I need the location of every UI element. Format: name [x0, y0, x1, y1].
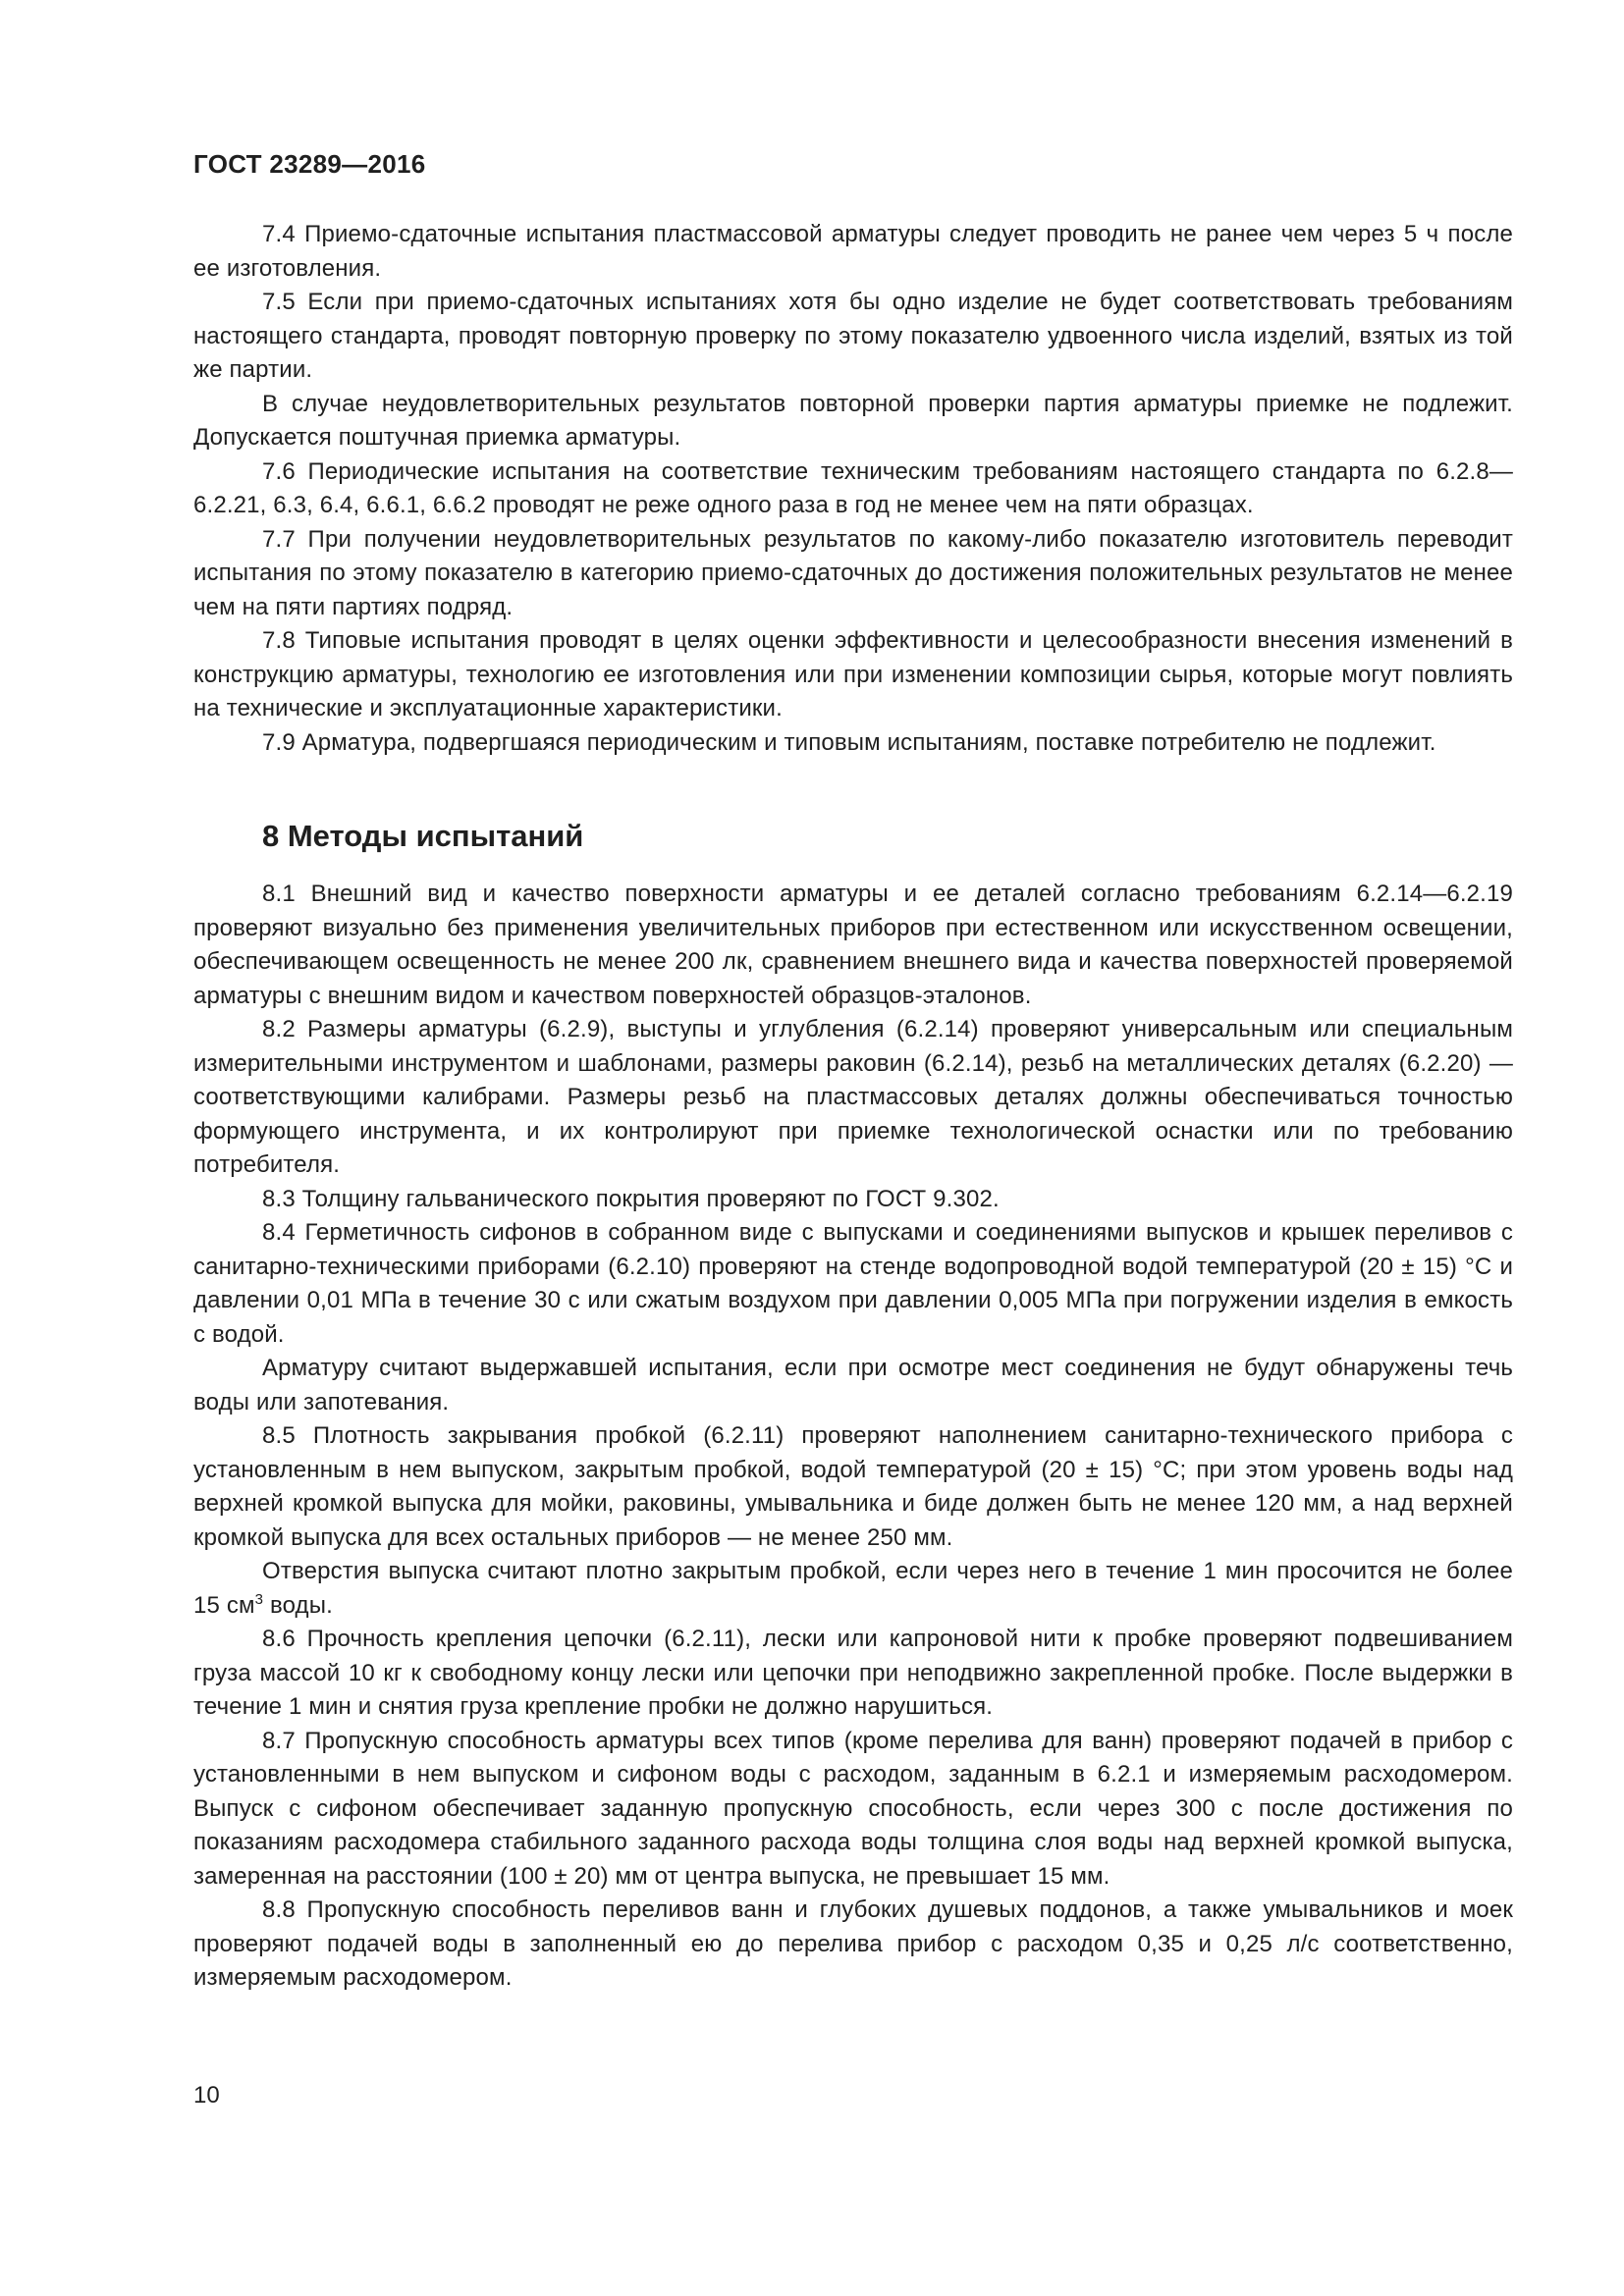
paragraph-8-4: 8.4 Герметичность сифонов в собранном виде с выпусками и соединениями выпусков и крышек переливов с санитарно-техническими приборами (6.2.10) проверяют на стенде водопроводной водой температурой (20 ± 15) °С и давлении 0,01 МПа в течение 30 с или сжатым воздухом при давлении 0,005 МПа при погружении изделия в емкость с водой. — [193, 1219, 1513, 1348]
paragraph-8-8: 8.8 Пропускную способность переливов ванн и глубоких душевых поддонов, а также умывальников и моек проверяют подачей воды в заполненный ею до перелива прибор с расходом 0,35 и 0,25 л/с соответственно, измеряемым расходомером. — [193, 1896, 1513, 1991]
paragraph-8-5-cont — [193, 1555, 1513, 1623]
paragraph-8-7: 8.7 Пропускную способность арматуры всех типов (кроме перелива для ванн) проверяют подачей в прибор с установленными в нем выпуском и сифоном воды с расходом, заданным в 6.2.1 и измеряемым расходомером. Выпуск с сифоном обеспечивает заданную пропускную способность, если через 300 с после достижения по показаниям расходомера стабильного заданного расхода воды толщина слоя воды над верхней кромкой выпуска, замеренная на расстоянии (100 ± 20) мм от центра выпуска, не превышает 15 мм. — [193, 1727, 1513, 1890]
paragraph-7-6: 7.6 Периодические испытания на соответствие техническим требованиям настоящего стандарта по 6.2.8—6.2.21, 6.3, 6.4, 6.6.1, 6.6.2 проводят не реже одного раза в год не менее чем на пяти образцах. — [193, 457, 1513, 518]
paragraph-7-5-cont: В случае неудовлетворительных результатов повторной проверки партия арматуры приемке не подлежит. Допускается поштучная приемка арматуры. — [193, 390, 1513, 451]
paragraph-7-4: 7.4 Приемо-сдаточные испытания пластмассовой арматуры следует проводить не ранее чем через 5 ч после ее изготовления. — [193, 221, 1513, 282]
page-body — [193, 218, 1513, 1996]
paragraph-8-2: 8.2 Размеры арматуры (6.2.9), выступы и углубления (6.2.14) проверяют универсальным или специальным измерительными инструментом и шаблонами, размеры раковин (6.2.14), резьб на металлических деталях (6.2.20) — соответствующими калибрами. Размеры резьб на пластмассовых деталях должны обеспечиваться точностью формующего инструмента, и их контролируют при приемке технологической оснастки или по требованию потребителя. — [193, 1016, 1513, 1178]
paragraph-7-8: 7.8 Типовые испытания проводят в целях оценки эффективности и целесообразности внесения изменений в конструкцию арматуры, технологию ее изготовления или при изменении композиции сырья, которые могут повлиять на технические и эксплуатационные характеристики. — [193, 627, 1513, 721]
paragraph-8-4-cont: Арматуру считают выдержавшей испытания, если при осмотре мест соединения не будут обнаружены течь воды или запотевания. — [193, 1355, 1513, 1415]
paragraph-7-9: 7.9 Арматура, подвергшаяся периодическим и типовым испытаниям, поставке потребителю не подлежит. — [262, 728, 1436, 756]
paragraph-8-5: 8.5 Плотность закрывания пробкой (6.2.11) проверяют наполнением санитарно-технического прибора с установленным в нем выпуском, закрытым пробкой, водой температурой (20 ± 15) °С; при этом уровень воды над верхней кромкой выпуска для мойки, раковины, умывальника и биде должен быть не менее 120 мм, а над верхней кромкой выпуска для всех остальных приборов — не менее 250 мм. — [193, 1422, 1513, 1551]
document-header: ГОСТ 23289—2016 — [193, 149, 426, 179]
paragraph-7-5: 7.5 Если при приемо-сдаточных испытаниях хотя бы одно изделие не будет соответствовать требованиям настоящего стандарта, проводят повторную проверку по этому показателю удвоенного числа изделий, взятых из той же партии. — [193, 289, 1513, 383]
paragraph-7-7: 7.7 При получении неудовлетворительных результатов по какому-либо показателю изготовитель переводит испытания по этому показателю в категорию приемо-сдаточных до достижения положительных результатов не менее чем на пяти партиях подряд. — [193, 525, 1513, 620]
superscript-3: 3 — [254, 1590, 264, 1608]
paragraph-8-5-cont-end: воды. — [263, 1591, 333, 1619]
paragraph-8-1: 8.1 Внешний вид и качество поверхности арматуры и ее деталей согласно требованиям 6.2.14—6.2.19 проверяют визуально без применения увеличительных приборов при естественном или искусственном освещении, обеспечивающем освещенность не менее 200 лк, сравнением внешнего вида и качества поверхностей проверяемой арматуры с внешним видом и качеством поверхностей образцов-эталонов. — [193, 881, 1513, 1009]
paragraph-8-5-cont-text: Отверстия выпуска считают плотно закрытым пробкой, если через него в течение 1 мин просочится не более 15 см — [193, 1558, 1513, 1619]
paragraph-8-3: 8.3 Толщину гальванического покрытия проверяют по ГОСТ 9.302. — [262, 1185, 1000, 1212]
page-number: 10 — [193, 2082, 220, 2109]
paragraph-8-6: 8.6 Прочность крепления цепочки (6.2.11), лески или капроновой нити к пробке проверяют подвешиванием груза массой 10 кг к свободному концу лески или цепочки при неподвижно закрепленной пробке. После выдержки в течение 1 мин и снятия груза крепление пробки не должно нарушиться. — [193, 1626, 1513, 1720]
section-title: 8 Методы испытаний — [262, 819, 584, 853]
